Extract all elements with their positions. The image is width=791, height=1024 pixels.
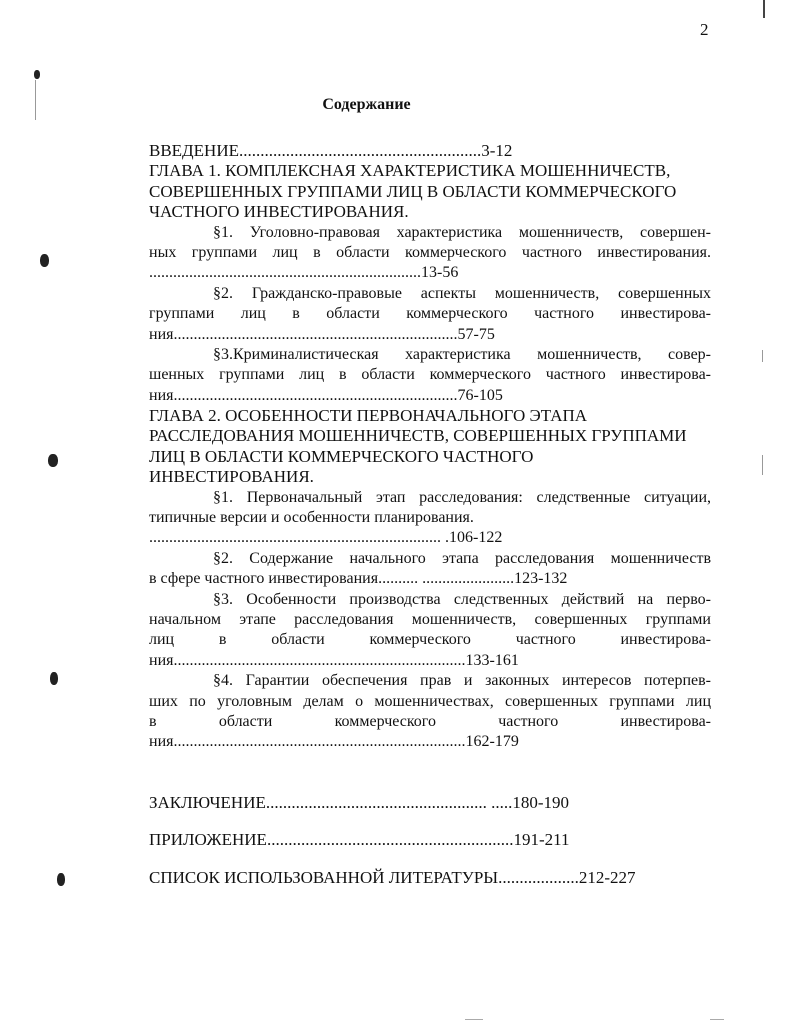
chapter-1-title-line: СОВЕРШЕННЫХ ГРУППАМИ ЛИЦ В ОБЛАСТИ КОММЕРЧЕСКОГО <box>149 181 677 201</box>
section-line: в области коммерческого частного инвестирова- <box>149 712 711 730</box>
chapter-1-title-line: ЧАСТНОГО ИНВЕСТИРОВАНИЯ. <box>149 202 409 222</box>
scan-edge-line <box>710 1019 724 1020</box>
toc-section-2-2 <box>149 549 711 590</box>
toc-section-1-2 <box>149 284 711 345</box>
table-of-contents <box>149 141 711 888</box>
scan-edge-line <box>35 80 36 120</box>
chapter-2-title-line: ЛИЦ В ОБЛАСТИ КОММЕРЧЕСКОГО ЧАСТНОГО <box>149 446 534 466</box>
scan-artifact-mark <box>50 672 58 685</box>
section-pages-line: ....................................................................13-56 <box>149 264 459 282</box>
scan-artifact-mark <box>57 873 65 886</box>
section-pages-line: ния.......................................................................76-105 <box>149 386 503 404</box>
section-pages-line: ......................................................................... .106-122 <box>149 529 503 547</box>
section-line: типичные версии и особенности планирования. <box>149 509 474 527</box>
section-line: §1. Первоначальный этап расследования: следственные ситуации, <box>213 488 711 506</box>
toc-chapter-1 <box>149 161 711 222</box>
scan-artifact-mark <box>34 70 40 79</box>
toc-introduction: ВВЕДЕНИЕ.........................................................3-12 <box>149 141 513 160</box>
section-line: лиц в области коммерческого частного инвестирова- <box>149 631 711 649</box>
scan-artifact-mark <box>40 254 49 267</box>
page-number: 2 <box>700 20 709 39</box>
section-line: ных группами лиц в области коммерческого частного инвестирования. <box>149 243 711 261</box>
chapter-2-title-line: ГЛАВА 2. ОСОБЕННОСТИ ПЕРВОНАЧАЛЬНОГО ЭТАПА <box>149 406 588 426</box>
toc-section-2-1 <box>149 488 711 549</box>
section-line: начальном этапе расследования мошенничеств, совершенных группами <box>149 610 711 628</box>
scan-edge-line <box>762 350 763 362</box>
toc-bibliography: СПИСОК ИСПОЛЬЗОВАННОЙ ЛИТЕРАТУРЫ...................212-227 <box>149 867 636 887</box>
scan-edge-line <box>763 0 765 18</box>
chapter-1-title-line: ГЛАВА 1. КОМПЛЕКСНАЯ ХАРАКТЕРИСТИКА МОШЕННИЧЕСТВ, <box>149 161 671 181</box>
section-pages-line: ния.........................................................................162-179 <box>149 733 519 751</box>
toc-section-2-4 <box>149 671 711 753</box>
chapter-2-title-line: ИНВЕСТИРОВАНИЯ. <box>149 467 314 487</box>
scan-artifact-mark <box>48 454 58 467</box>
page-title: Содержание <box>322 96 411 113</box>
section-line: §4. Гарантии обеспечения прав и законных интересов потерпев- <box>213 672 711 690</box>
toc-section-2-3 <box>149 590 711 672</box>
section-line: шенных группами лиц в области коммерческого частного инвестирова- <box>149 366 711 384</box>
section-line: §1. Уголовно-правовая характеристика мошенничеств, совершен- <box>213 223 711 241</box>
chapter-2-title-line: РАССЛЕДОВАНИЯ МОШЕННИЧЕСТВ, СОВЕРШЕННЫХ ГРУППАМИ <box>149 426 687 446</box>
toc-appendix: ПРИЛОЖЕНИЕ..........................................................191-211 <box>149 830 570 850</box>
section-line: §2. Гражданско-правовые аспекты мошенничеств, совершенных <box>213 284 711 302</box>
section-line: §2. Содержание начального этапа расследования мошенничеств <box>213 549 711 567</box>
section-line: §3.Криминалистическая характеристика мошенничеств, совер- <box>213 345 711 363</box>
scan-edge-line <box>762 455 763 475</box>
section-pages-line: ния.........................................................................133-161 <box>149 651 519 669</box>
toc-chapter-2 <box>149 406 711 488</box>
section-pages-line: в сфере частного инвестирования.......... .......................123-132 <box>149 570 568 588</box>
section-line: группами лиц в области коммерческого частного инвестирова- <box>149 305 711 323</box>
scan-edge-line <box>465 1019 483 1020</box>
toc-section-1-1 <box>149 223 711 284</box>
section-pages-line: ния.......................................................................57-75 <box>149 325 495 343</box>
section-line: ших по уголовным делам о мошенничествах, совершенных группами лиц <box>149 692 711 710</box>
toc-conclusion: ЗАКЛЮЧЕНИЕ.................................................... .....180-190 <box>149 792 570 812</box>
section-line: §3. Особенности производства следственных действий на перво- <box>213 590 711 608</box>
toc-section-1-3 <box>149 345 711 406</box>
